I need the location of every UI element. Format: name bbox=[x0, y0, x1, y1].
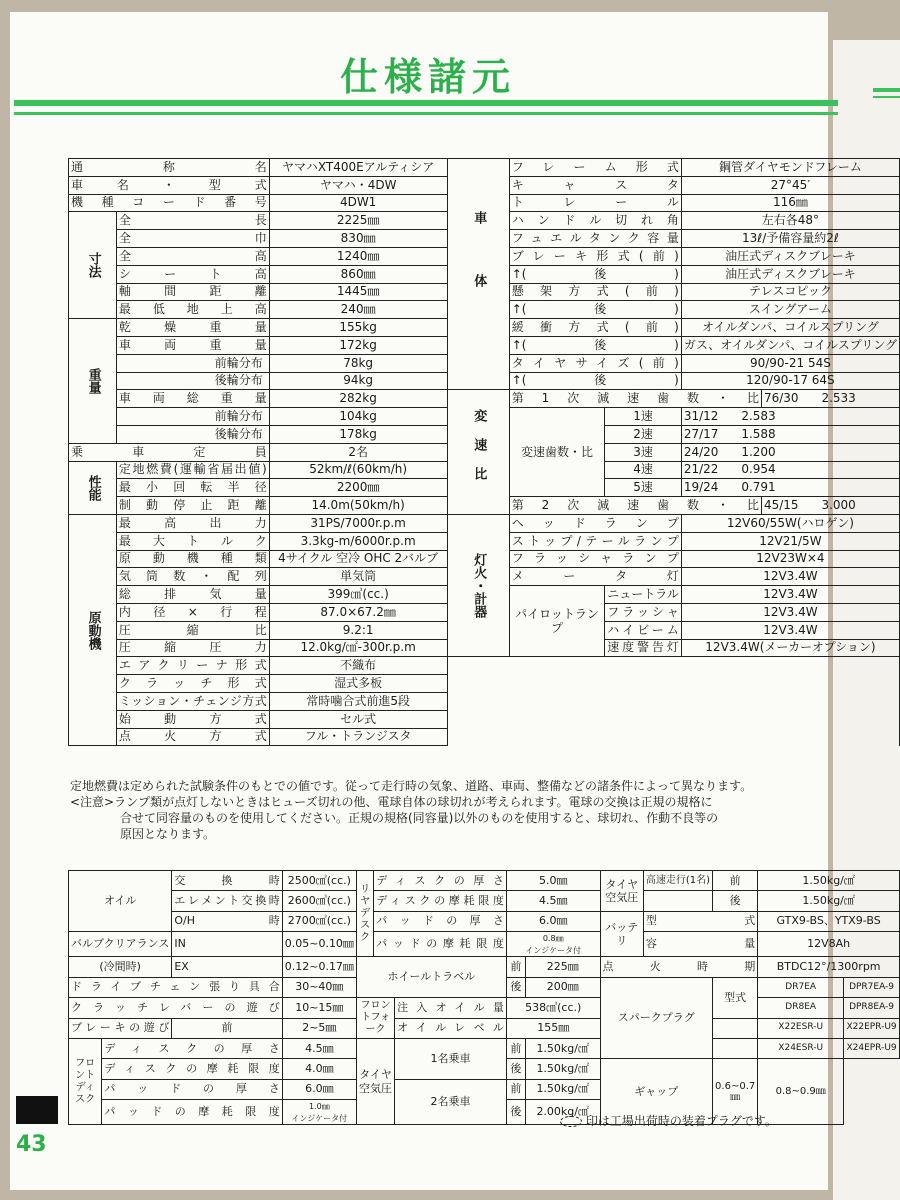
light-label: メータ灯 bbox=[509, 568, 681, 586]
empty-cell bbox=[447, 675, 899, 693]
spec-label: 全高 bbox=[116, 247, 269, 265]
pilot-value: 12V3.4W bbox=[681, 603, 899, 621]
secondary-value: 45/15 3.000 bbox=[761, 497, 899, 515]
spec-value: 4DW1 bbox=[269, 194, 447, 212]
body-label: ハンドル切れ角 bbox=[509, 212, 681, 230]
pilot-label: ハイビーム bbox=[605, 621, 682, 639]
spec-label: 後輪分布 bbox=[116, 372, 269, 390]
light-value: 12V3.4W bbox=[681, 568, 899, 586]
spec-label: 最低地上高 bbox=[116, 301, 269, 319]
notes bbox=[70, 778, 810, 842]
spec-label: 定地燃費(運輸省届出値) bbox=[116, 461, 269, 479]
tire-pressure-hs-label: タイヤ 空気圧 bbox=[600, 871, 643, 912]
body-label: タイヤサイズ(前) bbox=[509, 354, 681, 372]
pilot-label: ニュートラル bbox=[605, 586, 682, 604]
spec-label: 始動方式 bbox=[116, 710, 269, 728]
spec-label: 軸間距離 bbox=[116, 283, 269, 301]
spec-label: 点火方式 bbox=[116, 728, 269, 746]
pilot-lamp-label: パイロットランプ bbox=[509, 586, 604, 657]
body-value: 左右各48° bbox=[681, 212, 899, 230]
page-title: 仕様諸元 bbox=[340, 55, 517, 99]
gear-value: 19/24 0.791 bbox=[681, 479, 899, 497]
note-caution-3: 原因となります。 bbox=[120, 827, 216, 841]
body-value: スイングアーム bbox=[681, 301, 899, 319]
gear-value: 27/17 1.588 bbox=[681, 425, 899, 443]
battery-label: バッテリ bbox=[600, 911, 643, 957]
gear-value: 24/20 1.200 bbox=[681, 443, 899, 461]
spec-label: 車両重量 bbox=[116, 336, 269, 354]
light-label: フラッシャランプ bbox=[509, 550, 681, 568]
spec-label: 全長 bbox=[116, 212, 269, 230]
front-disc-label: フロントディスク bbox=[69, 1038, 102, 1124]
body-label: ↑(後) bbox=[509, 372, 681, 390]
spec-label: 圧縮圧力 bbox=[116, 639, 269, 657]
spec-label: 乾燥重量 bbox=[116, 319, 269, 337]
body-label: ↑(後) bbox=[509, 301, 681, 319]
spec-label: 全巾 bbox=[116, 230, 269, 248]
rear-disc-label: リ ヤ デ ス ク bbox=[356, 871, 373, 957]
spec-value: 3.3kg-m/6000r.p.m bbox=[269, 532, 447, 550]
oil-label: オイル bbox=[69, 871, 172, 932]
spec-value: 12.0kg/㎠-300r.p.m bbox=[269, 639, 447, 657]
spec-value: 94kg bbox=[269, 372, 447, 390]
spec-label: 気筒数・配列 bbox=[116, 568, 269, 586]
spark-plug-label: スパークプラグ bbox=[600, 977, 713, 1059]
section-重量: 重量 bbox=[69, 319, 117, 444]
primary-reduction: 第1次減速歯数・比 bbox=[509, 390, 761, 408]
spec-label: エアクリーナ形式 bbox=[116, 657, 269, 675]
spec-label: 最大トルク bbox=[116, 532, 269, 550]
spec-label: 前輪分布 bbox=[116, 354, 269, 372]
spec-value: ヤマハXT400Eアルティシア bbox=[269, 159, 447, 177]
spec-label: シート高 bbox=[116, 265, 269, 283]
body-label: キャスタ bbox=[509, 176, 681, 194]
spec-label: 車両総重量 bbox=[116, 390, 269, 408]
spec-value: 830㎜ bbox=[269, 230, 447, 248]
spec-value: 1240㎜ bbox=[269, 247, 447, 265]
spec-value: 172kg bbox=[269, 336, 447, 354]
spec-value: 不織布 bbox=[269, 657, 447, 675]
empty-cell bbox=[447, 710, 899, 728]
gear-value: 21/22 0.954 bbox=[681, 461, 899, 479]
body-value: 13ℓ/予備容量約2ℓ bbox=[681, 230, 899, 248]
note-caution: <注意>ランプ類が点灯しないときはヒューズ切れの他、電球自体の球切れが考えられます。電球の交換は正規の規格に bbox=[70, 795, 713, 809]
note-caution-2: 合せて同容量のものを使用してください。正規の規格(同容量)以外のものを使用すると、球切れ、作動不良等の bbox=[120, 811, 719, 825]
body-value: 油圧式ディスクブレーキ bbox=[681, 247, 899, 265]
body-value: ガス、オイルダンパ、コイルスプリング bbox=[681, 336, 899, 354]
spec-label: 圧縮比 bbox=[116, 621, 269, 639]
gear-num: 1速 bbox=[605, 408, 682, 426]
gear-num: 3速 bbox=[605, 443, 682, 461]
spec-label: 通称名 bbox=[69, 159, 270, 177]
pilot-label: フラッシャ bbox=[605, 603, 682, 621]
spec-label: 最高出力 bbox=[116, 514, 269, 532]
light-value: 12V60/55W(ハロゲン) bbox=[681, 514, 899, 532]
spec-value: 87.0×67.2㎜ bbox=[269, 603, 447, 621]
spec-value: セル式 bbox=[269, 710, 447, 728]
body-value: 90/90-21 54S bbox=[681, 354, 899, 372]
body-label: 懸架方式(前) bbox=[509, 283, 681, 301]
body-value: 油圧式ディスクブレーキ bbox=[681, 265, 899, 283]
spec-value: 湿式多板 bbox=[269, 675, 447, 693]
spec-value: 2225㎜ bbox=[269, 212, 447, 230]
pilot-value: 12V3.4W bbox=[681, 586, 899, 604]
secondary-reduction: 第2次減速歯数・比 bbox=[509, 497, 761, 515]
section-lights: 灯火・計器 bbox=[447, 514, 509, 656]
spec-label: 内径×行程 bbox=[116, 603, 269, 621]
section-性能: 性能 bbox=[69, 461, 117, 514]
spec-label: 原動機種類 bbox=[116, 550, 269, 568]
spec-value: 14.0m(50km/h) bbox=[269, 497, 447, 515]
gear-value: 31/12 2.583 bbox=[681, 408, 899, 426]
section-body: 車体 bbox=[447, 159, 509, 390]
spec-value: 2名 bbox=[269, 443, 447, 461]
body-label: フレーム形式 bbox=[509, 159, 681, 177]
title-rule-thin bbox=[14, 112, 838, 115]
spec-label: 最小回転半径 bbox=[116, 479, 269, 497]
spec-label: 前輪分布 bbox=[116, 408, 269, 426]
body-label: ↑(後) bbox=[509, 336, 681, 354]
spec-value: 399㎤(cc.) bbox=[269, 586, 447, 604]
light-value: 12V21/5W bbox=[681, 532, 899, 550]
spec-value: 単気筒 bbox=[269, 568, 447, 586]
spec-value: 78kg bbox=[269, 354, 447, 372]
body-label: フュエルタンク容量 bbox=[509, 230, 681, 248]
section-transmission: 変速比 bbox=[447, 390, 509, 515]
spec-label: クラッチ形式 bbox=[116, 675, 269, 693]
spec-value: ヤマハ・4DW bbox=[269, 176, 447, 194]
page-number: 43 bbox=[16, 1132, 47, 1157]
spec-label: ミッション・チェンジ方式 bbox=[116, 692, 269, 710]
body-value: 120/90-17 64S bbox=[681, 372, 899, 390]
spec-value: 155kg bbox=[269, 319, 447, 337]
section-寸法: 寸法 bbox=[69, 212, 117, 319]
pilot-value: 12V3.4W bbox=[681, 621, 899, 639]
spec-label: 機種コード番号 bbox=[69, 194, 270, 212]
maintenance-table: オイル 交換時 2500㎤(cc.) リ ヤ デ ス ク ディスクの厚さ 5.0㎜ タイヤ 空気圧 高速走行(1名) 前 1.50kg/㎠ エレメント交換時 2600㎤(cc.) ディスクの摩耗限度 4.5㎜ 後 1.50kg/㎠ O/H時 2700㎤(cc.) パッドの厚さ 6.0㎜ バッテリ 型式 GTX9-BS、YTX9-BS バルブクリアランス IN 0.05~0.10㎜ パッドの摩耗限度 0.8㎜ インジケータ付 容量 12V8Ah (冷間時) EX 0.12~0.17㎜ ホイールトラベル 前 225㎜ 点火時期 BTDC12°/1300rpm ドライブチェン張り具合 30~40㎜ 後 200㎜ スパークプラグ 型式 DR7EA DPR7EA-9 クラッチレバーの遊び 10~15㎜ フロントフォーク 注入オイル量 538㎤(cc.) DR8EA DPR8EA-9 ブレーキの遊び 前 2~5㎜ オイルレベル 155㎜ X22ESR-U X22EPR-U9 フロントディスク ディスクの厚さ 4.5㎜ タイヤ空気圧 1名乗車 前 1.50kg/㎠ X24ESR-U X24EPR-U9 ディスクの摩耗限度 4.0㎜ 後 1.50kg/㎠ ギャップ 0.6~0.7㎜ 0.8~0.9㎜ パッドの厚さ 6.0㎜ 2名乗車 前 1.50kg/㎠ パッドの摩耗限度 1.0㎜ インジケータ付 後 2.00kg/㎠ bbox=[68, 870, 900, 1125]
body-label: 緩衝方式(前) bbox=[509, 319, 681, 337]
light-label: ストップ/テールランプ bbox=[509, 532, 681, 550]
body-value: 27°45′ bbox=[681, 176, 899, 194]
gear-label: 変速歯数・比 bbox=[509, 408, 604, 497]
empty-cell bbox=[447, 728, 899, 746]
spec-value: 178kg bbox=[269, 425, 447, 443]
spec-label: 制動停止距離 bbox=[116, 497, 269, 515]
body-label: ブレーキ形式(前) bbox=[509, 247, 681, 265]
pilot-value: 12V3.4W(メーカーオプション) bbox=[681, 639, 899, 657]
empty-cell bbox=[447, 657, 899, 675]
spec-label: 後輪分布 bbox=[116, 425, 269, 443]
note-fuel: 定地燃費は定められた試験条件のもとでの値です。従って走行時の気象、道路、車両、整備などの諸条件によって異なります。 bbox=[70, 779, 753, 793]
spec-value: 860㎜ bbox=[269, 265, 447, 283]
title-rule bbox=[14, 100, 838, 106]
tire-pressure-label: タイヤ空気圧 bbox=[356, 1038, 394, 1124]
spec-label: 車名・型式 bbox=[69, 176, 270, 194]
spec-value: フル・トランジスタ bbox=[269, 728, 447, 746]
fork-label: フロントフォーク bbox=[356, 998, 394, 1039]
empty-cell bbox=[447, 692, 899, 710]
spec-value: 1445㎜ bbox=[269, 283, 447, 301]
body-value: テレスコピック bbox=[681, 283, 899, 301]
section-原動機: 原動機 bbox=[69, 514, 117, 745]
spec-table bbox=[68, 158, 900, 746]
pilot-label: 速度警告灯 bbox=[605, 639, 682, 657]
spec-value: 常時噛合式前進5段 bbox=[269, 692, 447, 710]
light-label: ヘッドランプ bbox=[509, 514, 681, 532]
spec-value: 240㎜ bbox=[269, 301, 447, 319]
spec-value: 2200㎜ bbox=[269, 479, 447, 497]
spec-value: 4サイクル 空冷 OHC 2バルブ bbox=[269, 550, 447, 568]
plug-footnote: 印は工場出荷時の装着プラグです。 bbox=[560, 1112, 777, 1129]
spec-value: 31PS/7000r.p.m bbox=[269, 514, 447, 532]
body-value: 鋼管ダイヤモンドフレーム bbox=[681, 159, 899, 177]
page-tab-marker bbox=[16, 1096, 58, 1124]
spec-value: 9.2:1 bbox=[269, 621, 447, 639]
gear-num: 5速 bbox=[605, 479, 682, 497]
body-value: オイルダンパ、コイルスプリング bbox=[681, 319, 899, 337]
spec-value: 104kg bbox=[269, 408, 447, 426]
spec-label: 乗車定員 bbox=[69, 443, 270, 461]
primary-value: 76/30 2.533 bbox=[761, 390, 899, 408]
body-label: トレール bbox=[509, 194, 681, 212]
spec-value: 52km/ℓ(60km/h) bbox=[269, 461, 447, 479]
light-value: 12V23W×4 bbox=[681, 550, 899, 568]
spec-value: 282kg bbox=[269, 390, 447, 408]
body-label: ↑(後) bbox=[509, 265, 681, 283]
gear-num: 4速 bbox=[605, 461, 682, 479]
gear-num: 2速 bbox=[605, 425, 682, 443]
body-value: 116㎜ bbox=[681, 194, 899, 212]
spec-label: 総排気量 bbox=[116, 586, 269, 604]
dashed-oval-icon bbox=[560, 1116, 582, 1127]
